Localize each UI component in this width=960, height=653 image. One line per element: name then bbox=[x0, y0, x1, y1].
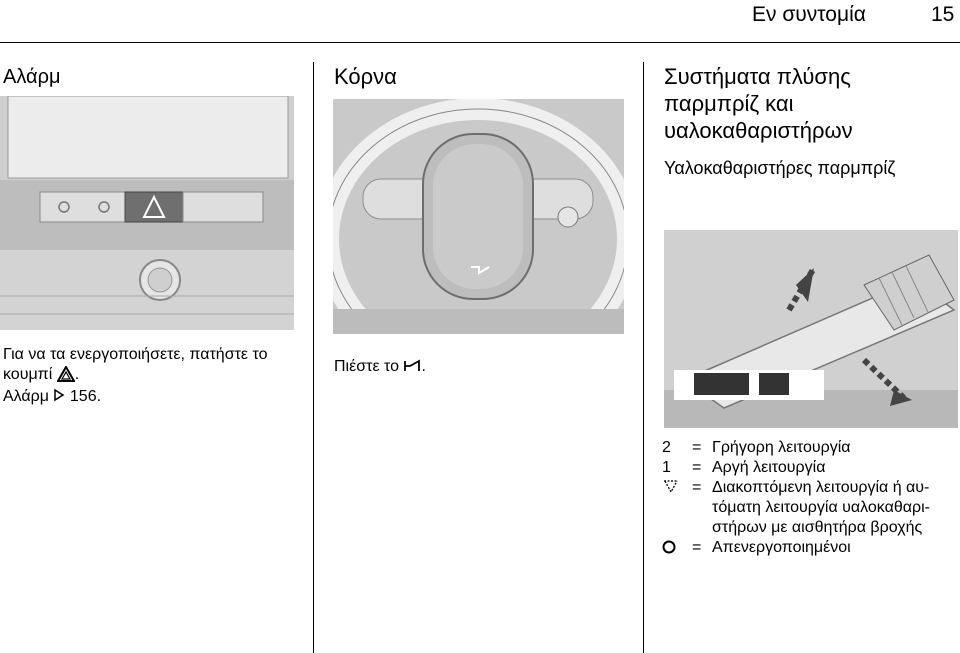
setting-desc-fast: Γρήγορη λειτουργία bbox=[712, 439, 851, 456]
arrow-reference-icon bbox=[53, 388, 65, 408]
running-header-title: Εν συντομία bbox=[752, 3, 866, 26]
setting-key-slow: 1 bbox=[662, 459, 671, 476]
horn-instruction-period: . bbox=[421, 358, 426, 375]
setting-desc-interval-line1: Διακοπτόμενη λειτουργία ή αυ- bbox=[712, 479, 930, 496]
section-heading-wipers-line1: Συστήματα πλύσης bbox=[664, 64, 851, 89]
steering-wheel-horn-figure bbox=[333, 99, 624, 334]
column-divider-2 bbox=[643, 62, 644, 653]
setting-desc-interval-line2: τόματη λειτουργία υαλοκαθαρι- bbox=[712, 499, 930, 516]
hazard-instruction-line1: Για να τα ενεργοποιήσετε, πατήστε το bbox=[3, 346, 268, 363]
horn-instruction bbox=[334, 357, 426, 379]
setting-desc-slow: Αργή λειτουργία bbox=[712, 459, 826, 476]
wiper-setting-interval bbox=[662, 478, 960, 538]
horn-instruction-text: Πιέστε το bbox=[334, 358, 400, 375]
wiper-settings-list bbox=[662, 438, 960, 560]
hazard-instruction-text: κουμπί bbox=[3, 366, 53, 383]
horn-icon bbox=[403, 359, 421, 379]
hazard-reference bbox=[3, 387, 101, 408]
setting-equals: = bbox=[692, 459, 702, 476]
section-heading-wipers-line2: παρμπρίζ και bbox=[664, 91, 794, 116]
setting-equals: = bbox=[692, 479, 702, 496]
wiper-setting-fast bbox=[662, 438, 960, 458]
section-heading-hazard: Αλάρμ bbox=[3, 66, 61, 88]
page-number: 15 bbox=[931, 3, 955, 26]
off-circle-icon bbox=[662, 538, 692, 560]
wiper-setting-slow bbox=[662, 458, 960, 478]
setting-equals: = bbox=[692, 539, 702, 556]
hazard-reference-label: Αλάρμ bbox=[3, 388, 49, 405]
section-heading-horn: Κόρνα bbox=[334, 64, 397, 89]
column-divider-1 bbox=[313, 62, 314, 653]
hazard-triangle-icon bbox=[57, 366, 75, 388]
hazard-instruction-line2 bbox=[3, 365, 79, 388]
hazard-reference-page: 156. bbox=[69, 388, 102, 405]
hazard-instruction-period: . bbox=[74, 366, 80, 383]
wiper-setting-off bbox=[662, 538, 960, 560]
subheading-windscreen-wipers: Υαλοκαθαριστήρες παρμπρίζ bbox=[664, 158, 896, 178]
setting-desc-interval-line3: στήρων με αισθητήρα βροχής bbox=[712, 519, 923, 536]
header-rule bbox=[0, 42, 960, 43]
setting-desc-off: Απενεργοποιημένοι bbox=[712, 539, 851, 556]
wiper-stalk-figure bbox=[664, 230, 958, 428]
setting-equals: = bbox=[692, 439, 702, 456]
wiper-interval-icon bbox=[662, 478, 692, 538]
hazard-switch-figure bbox=[0, 96, 294, 330]
setting-key-fast: 2 bbox=[662, 439, 671, 456]
section-heading-wipers-line3: υαλοκαθαριστήρων bbox=[664, 118, 853, 143]
setting-desc-interval bbox=[712, 478, 960, 538]
